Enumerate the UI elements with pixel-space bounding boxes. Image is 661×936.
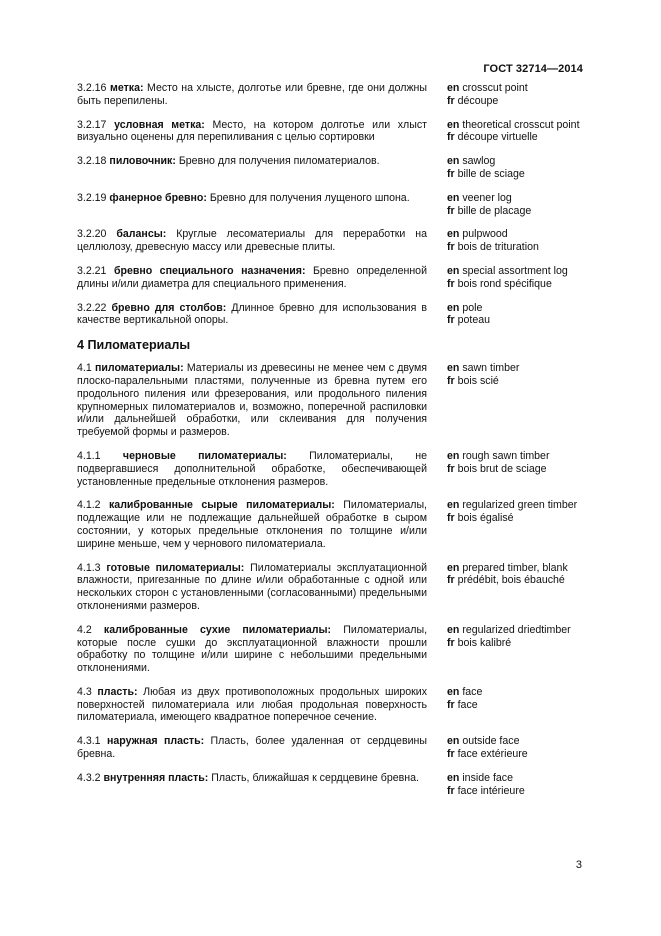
lang-code-en: en (447, 362, 460, 375)
french-equivalent (447, 637, 587, 650)
term-equivalents (447, 772, 587, 798)
lang-code-en: en (447, 499, 460, 512)
term-definition (77, 155, 427, 181)
term-text: Бревно для получения лущеного шпона. (209, 191, 410, 204)
english-term: veener log (462, 191, 512, 204)
french-equivalent (447, 375, 587, 388)
page-number: 3 (575, 859, 582, 871)
term-number: 3.2.17 (77, 118, 107, 131)
english-term: prepared timber, blank (462, 561, 568, 574)
english-equivalent (447, 362, 587, 375)
french-equivalent (447, 748, 587, 761)
french-equivalent (447, 95, 587, 108)
term-name: внутренняя пласть: (103, 771, 209, 784)
english-equivalent (447, 192, 587, 205)
french-term: poteau (457, 314, 491, 327)
french-term: bois rond spécifique (457, 277, 552, 290)
term-entry (77, 119, 587, 145)
term-definition (77, 562, 427, 613)
section-heading: 4 Пиломатериалы (77, 338, 191, 353)
term-equivalents (447, 192, 587, 218)
term-number: 3.2.16 (77, 82, 107, 94)
english-equivalent (447, 155, 587, 168)
term-text: Любая из двух противоположных продольных широких поверхностей пиломатериала или любая продольная поверхность пиломатериала, имеющего квадратное поперечное сечение. (77, 685, 427, 724)
french-term: bois égalisé (457, 512, 514, 525)
term-entry (77, 735, 587, 761)
lang-code-fr: fr (447, 374, 455, 387)
lang-code-fr: fr (447, 314, 455, 327)
lang-code-en: en (447, 301, 460, 314)
term-number: 4.1.1 (77, 449, 101, 462)
term-text: Пиломатериалы эксплуатационной влажности, приrезанные по длине и/или обработанные с одной или нескольких сторон с установленными (согласованными) предельными отклонениями размеров. (77, 561, 427, 612)
french-term: découpe (457, 94, 499, 107)
english-term: regularized green timber (462, 499, 578, 512)
lang-code-en: en (447, 228, 460, 241)
term-definition (77, 228, 427, 254)
term-definition (77, 499, 427, 550)
term-number: 3.2.20 (77, 228, 107, 241)
term-text: Бревно определенной длины и/или диаметра для специального применения. (77, 264, 427, 290)
term-equivalents (447, 624, 587, 675)
french-equivalent (447, 574, 587, 587)
term-name: пиловочник: (109, 155, 176, 168)
term-entry (77, 450, 587, 488)
term-name: калиброванные сырые пиломатериалы: (109, 499, 335, 512)
term-name: балансы: (116, 228, 167, 241)
english-term: sawn timber (462, 362, 520, 375)
french-term: face extérieure (457, 748, 528, 761)
french-equivalent (447, 314, 587, 327)
term-entry (77, 155, 587, 181)
english-equivalent (447, 499, 587, 512)
french-term: prédébit, bois ébauché (457, 574, 565, 587)
term-definition (77, 302, 427, 328)
english-equivalent (447, 735, 587, 748)
term-name: условная метка: (114, 118, 205, 131)
term-definition (77, 119, 427, 145)
term-number: 4.2 (77, 623, 92, 636)
lang-code-en: en (447, 735, 460, 748)
french-equivalent (447, 168, 587, 181)
term-definition (77, 686, 427, 724)
term-text: Пиломатериалы, которые после сушки до эксплуатационной влажности прошли обработку по толщине и/или ширине с небольшими предельными отклонениями. (77, 623, 428, 675)
lang-code-en: en (447, 118, 460, 131)
term-name: наружная пласть: (106, 735, 205, 748)
lang-code-fr: fr (447, 748, 455, 761)
french-term: bille de placage (457, 204, 532, 217)
term-number: 4.3 (77, 685, 92, 698)
english-equivalent (447, 624, 587, 637)
english-equivalent (447, 772, 587, 785)
lang-code-fr: fr (447, 574, 455, 587)
term-text: Материалы из древесины не менее чем с двумя плоско-паралельными пластями, полученные из бревна путем его продольного пиления или фрезерования, или продольного пиления крупномерных пиломатериалов и, возможно, поперечной распиловки и/или дальнейшей обработки, или склеивания для получения требуемой формы и размеров. (77, 362, 428, 439)
term-equivalents (447, 119, 587, 145)
french-equivalent (447, 699, 587, 712)
lang-code-fr: fr (447, 94, 455, 107)
english-equivalent (447, 265, 587, 278)
term-equivalents (447, 735, 587, 761)
lang-code-en: en (447, 685, 460, 698)
lang-code-fr: fr (447, 784, 455, 797)
term-definition (77, 192, 427, 218)
english-equivalent (447, 686, 587, 699)
english-term: theoretical crosscut point (462, 118, 580, 131)
term-name: бревно для столбов: (111, 301, 227, 314)
term-equivalents (447, 155, 587, 181)
lang-code-fr: fr (447, 277, 455, 290)
term-text: Место на хлысте, долготье или бревне, где они должны быть перепилены. (77, 82, 427, 107)
term-name: калиброванные сухие пиломатериалы: (103, 623, 332, 636)
term-definition (77, 772, 427, 798)
lang-code-en: en (447, 264, 460, 277)
term-name: метка: (109, 82, 144, 94)
lang-code-en: en (447, 771, 460, 784)
english-term: regularized driedtimber (462, 623, 571, 636)
french-equivalent (447, 512, 587, 525)
term-text: Пласть, ближайшая к сердцевине бревна. (211, 771, 419, 784)
document-code: ГОСТ 32714—2014 (483, 63, 583, 75)
term-equivalents (447, 265, 587, 291)
term-equivalents (447, 686, 587, 724)
term-definition (77, 265, 427, 291)
term-number: 4.1 (77, 362, 92, 375)
french-equivalent (447, 131, 587, 144)
term-entry (77, 265, 587, 291)
entries-section-3 (77, 82, 587, 327)
term-entry (77, 499, 587, 550)
term-equivalents (447, 450, 587, 488)
term-text: Пиломатериалы, не подвергавшиеся дополнительной обработке, обеспечивающей установленные предельные отклонения размеров. (77, 449, 427, 488)
french-term: découpe virtuelle (457, 131, 538, 144)
term-name: черновые пиломатериалы: (122, 449, 287, 462)
english-term: sawlog (462, 155, 496, 168)
term-number: 3.2.19 (77, 191, 107, 204)
term-text: Пиломатериалы, подлежащие или не подлежащие дальнейшей обработке в сыром состоянии, у которых предельные отклонения по толщине и/или ширине меньше, чем у чернового пиломатериала. (77, 499, 427, 550)
lang-code-en: en (447, 561, 460, 574)
lang-code-en: en (447, 191, 460, 204)
english-equivalent (447, 119, 587, 132)
term-number: 3.2.21 (77, 264, 107, 277)
term-definition (77, 82, 427, 108)
english-equivalent (447, 302, 587, 315)
term-number: 4.1.3 (77, 561, 101, 574)
english-term: outside face (462, 735, 520, 748)
term-text: Пласть, более удаленная от сердцевины бревна. (77, 735, 427, 761)
term-equivalents (447, 228, 587, 254)
term-name: фанерное бревно: (109, 191, 207, 204)
french-term: bois kalibré (457, 636, 512, 649)
french-equivalent (447, 205, 587, 218)
term-entry (77, 362, 587, 439)
lang-code-fr: fr (447, 462, 455, 475)
term-number: 4.1.2 (77, 499, 101, 512)
english-term: rough sawn timber (462, 449, 550, 462)
term-number: 3.2.18 (77, 155, 107, 168)
french-equivalent (447, 241, 587, 254)
lang-code-en: en (447, 82, 460, 94)
term-text: Бревно для получения пиломатериалов. (178, 155, 380, 168)
term-number: 4.3.1 (77, 735, 101, 748)
term-number: 4.3.2 (77, 771, 101, 784)
term-definition (77, 450, 427, 488)
term-name: пласть: (97, 685, 138, 698)
english-term: pole (462, 301, 483, 314)
french-equivalent (447, 278, 587, 291)
english-equivalent (447, 228, 587, 241)
lang-code-fr: fr (447, 167, 455, 180)
english-equivalent (447, 82, 587, 95)
term-entry (77, 686, 587, 724)
lang-code-en: en (447, 449, 460, 462)
lang-code-fr: fr (447, 131, 455, 144)
term-name: пиломатериалы: (94, 362, 184, 375)
document-body (77, 82, 587, 808)
lang-code-fr: fr (447, 241, 455, 254)
term-number: 3.2.22 (77, 301, 107, 314)
term-definition (77, 362, 427, 439)
english-term: face (462, 685, 483, 698)
term-entry (77, 82, 587, 108)
english-term: pulpwood (462, 228, 508, 241)
english-term: special assortment log (462, 264, 568, 277)
term-definition (77, 624, 427, 675)
term-entry (77, 228, 587, 254)
english-term: crosscut point (462, 82, 528, 94)
french-term: bille de sciage (457, 167, 525, 180)
term-equivalents (447, 562, 587, 613)
entries-section-4 (77, 362, 587, 797)
english-equivalent (447, 450, 587, 463)
english-equivalent (447, 562, 587, 575)
french-term: face (457, 698, 478, 711)
term-name: бревно специального назначения: (113, 264, 306, 277)
term-text: Место, на котором долготье или хлыст визуально оценены для перепиливания с целью сортировки (77, 118, 427, 144)
french-term: bois scié (457, 374, 499, 387)
term-entry (77, 192, 587, 218)
lang-code-fr: fr (447, 512, 455, 525)
term-entry (77, 302, 587, 328)
french-term: bois brut de sciage (457, 462, 547, 475)
english-term: inside face (462, 771, 513, 784)
term-equivalents (447, 499, 587, 550)
term-equivalents (447, 302, 587, 328)
term-text: Круглые лесоматериалы для переработки на целлюлозу, древесную массу или древесные плиты. (77, 228, 427, 254)
french-term: face intérieure (457, 784, 525, 797)
term-equivalents (447, 82, 587, 108)
term-entry (77, 624, 587, 675)
term-definition (77, 735, 427, 761)
term-name: готовые пиломатериалы: (106, 561, 245, 574)
term-text: Длинное бревно для использования в качестве вертикальной опоры. (77, 301, 427, 327)
lang-code-fr: fr (447, 204, 455, 217)
lang-code-en: en (447, 155, 460, 168)
french-equivalent (447, 463, 587, 476)
lang-code-fr: fr (447, 636, 455, 649)
lang-code-en: en (447, 623, 460, 636)
term-entry (77, 562, 587, 613)
term-equivalents (447, 362, 587, 439)
lang-code-fr: fr (447, 698, 455, 711)
french-term: bois de trituration (457, 241, 539, 254)
french-equivalent (447, 785, 587, 798)
term-entry (77, 772, 587, 798)
